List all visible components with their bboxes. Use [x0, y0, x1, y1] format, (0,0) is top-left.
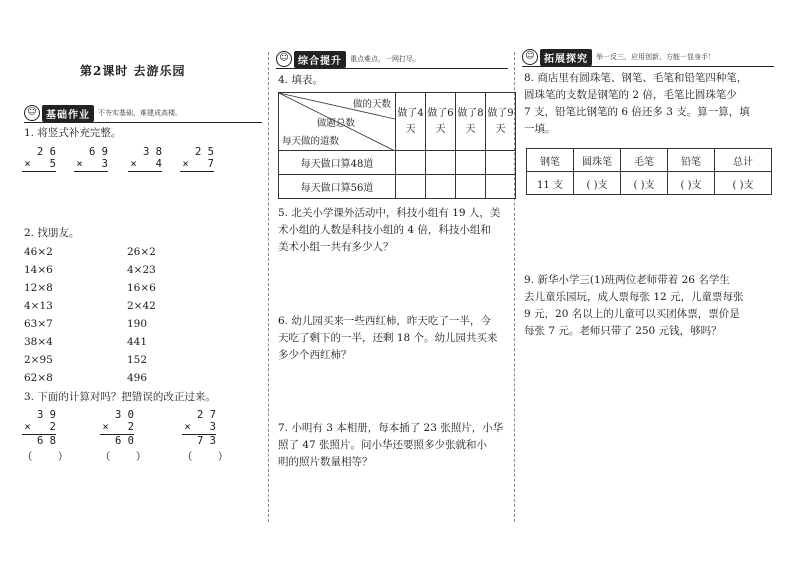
section-advance-label: 综合提升 — [294, 51, 346, 68]
column-divider-left — [268, 52, 269, 522]
section-basic-label: 基础作业 — [42, 105, 94, 122]
section-advance-rule — [276, 68, 508, 69]
q5-text: 5. 北关小学课外活动中，科技小组有 19 人，美 术小组的人数是科技小组的 4 倍，科技小组和 美术小组一共有多少人？ — [278, 207, 501, 253]
q2-right-item: 4×23 — [127, 264, 156, 276]
q8-header: 铅笔 — [668, 149, 715, 172]
q8-table — [526, 148, 772, 195]
q1-calcs — [22, 146, 232, 176]
q2-left-item: 46×2 — [24, 246, 53, 258]
q2-right-item: 190 — [127, 318, 148, 330]
page-title: 第2课时 去游乐园 — [80, 64, 186, 78]
q3-calc-3: 2 7 × 3 7 3 （ ） — [182, 409, 229, 463]
q7-text: 7. 小明有 3 本相册，每本插了 23 张照片，小华 照了 47 张照片。问小华还要照多少张就和小 明的照片数量相等？ — [278, 422, 504, 468]
q1-text: 1. 将竖式补充完整。 — [24, 127, 122, 139]
q4-header: 做了4天 — [396, 93, 426, 151]
mascot-icon: ☺ — [24, 105, 40, 121]
q1-calc-4: 2 5 × 7 — [180, 146, 214, 172]
section-explore-rule — [522, 66, 774, 67]
q4-header: 做了8天 — [456, 93, 486, 151]
q4-row-label: 每天做口算48道 — [279, 151, 396, 175]
q8-answer-blank[interactable]: ( )支 — [668, 172, 715, 195]
q2-left-item: 38×4 — [24, 336, 53, 348]
section-explore-note: 举一反三，应用创新，方能一显身手！ — [596, 53, 715, 61]
q3-calcs — [22, 409, 252, 469]
q8-answer-blank[interactable]: ( )支 — [574, 172, 621, 195]
section-basic-rule — [24, 122, 262, 123]
q2-text: 2. 找朋友。 — [24, 227, 80, 239]
section-advance-note: 重点难点，一网打尽。 — [350, 55, 420, 63]
q2-right-item: 152 — [127, 354, 148, 366]
q2-left-item: 12×8 — [24, 282, 53, 294]
q4-header: 做了6天 — [426, 93, 456, 151]
q8-header: 毛笔 — [621, 149, 668, 172]
q2-right-item: 26×2 — [127, 246, 156, 258]
q2-right-list — [127, 243, 156, 387]
q8-value: 11 支 — [527, 172, 574, 195]
section-explore-header — [522, 49, 774, 65]
q8-header: 钢笔 — [527, 149, 574, 172]
q4-answer-cell[interactable] — [456, 175, 486, 199]
q4-table — [278, 92, 516, 199]
q8-header: 圆珠笔 — [574, 149, 621, 172]
q4-corner-days: 做的天数 — [352, 99, 391, 110]
q2-right-item: 496 — [127, 372, 148, 384]
q4-corner-cell — [279, 93, 396, 151]
q4-answer-cell[interactable] — [486, 151, 516, 175]
q2-right-item: 441 — [127, 336, 148, 348]
q3-answer-blank[interactable]: （ ） — [100, 451, 147, 463]
q4-corner-total: 做题总数 — [317, 118, 356, 129]
q1-calc-1: 2 6 × 5 — [22, 146, 56, 172]
q3-calc-1: 3 9 × 2 6 8 （ ） — [22, 409, 69, 463]
q4-answer-cell[interactable] — [456, 151, 486, 175]
q4-text: 4. 填表。 — [278, 74, 323, 86]
q4-answer-cell[interactable] — [426, 151, 456, 175]
q6-text: 6. 幼儿园买来一些西红柿，昨天吃了一半，今 天吃了剩下的一半，还剩 18 个。幼儿园共买来 多少个西红柿？ — [278, 315, 498, 361]
q2-left-item: 62×8 — [24, 372, 53, 384]
q3-answer-blank[interactable]: （ ） — [22, 451, 69, 463]
q2-left-item: 4×13 — [24, 300, 53, 312]
section-advance-header — [276, 51, 508, 67]
q8-answer-blank[interactable]: ( )支 — [621, 172, 668, 195]
section-basic-header — [24, 105, 262, 121]
q4-answer-cell[interactable] — [396, 151, 426, 175]
section-basic-note: 不夯实基础，难建成高楼。 — [98, 109, 182, 117]
q1-calc-3: 3 8 × 4 — [128, 146, 162, 172]
q4-answer-cell[interactable] — [486, 175, 516, 199]
q4-corner-perday: 每天做的道数 — [282, 136, 340, 147]
q3-text: 3. 下面的计算对吗？把错误的改正过来。 — [24, 391, 216, 403]
q4-row-label: 每天做口算56道 — [279, 175, 396, 199]
q8-text: 8. 商店里有圆珠笔、钢笔、毛笔和铅笔四种笔， 圆珠笔的支数是钢笔的 2 倍，毛笔比圆珠笔少 7 支，铅笔比钢笔的 6 倍还多 3 支。算一算，填 一填。 — [524, 72, 750, 135]
section-explore-label: 拓展探究 — [540, 49, 592, 66]
q3-calc-2: 3 0 × 2 6 0 （ ） — [100, 409, 147, 463]
q4-header: 做了9天 — [486, 93, 516, 151]
q2-left-item: 14×6 — [24, 264, 53, 276]
q8-header: 总计 — [715, 149, 772, 172]
q4-answer-cell[interactable] — [426, 175, 456, 199]
q2-right-item: 16×6 — [127, 282, 156, 294]
q8-answer-blank[interactable]: ( )支 — [715, 172, 772, 195]
q4-answer-cell[interactable] — [396, 175, 426, 199]
q2-right-item: 2×42 — [127, 300, 156, 312]
q2-left-item: 2×95 — [24, 354, 53, 366]
mascot-icon: ☺ — [276, 51, 292, 67]
mascot-icon: ☺ — [522, 49, 538, 65]
q2-left-item: 63×7 — [24, 318, 53, 330]
q2-left-list — [24, 243, 53, 387]
q3-answer-blank[interactable]: （ ） — [182, 451, 229, 463]
q9-text: 9. 新华小学三(1)班两位老师带着 26 名学生 去儿童乐园玩，成人票每张 12 元，儿童票每张 9 元，20 名以上的儿童可以买团体票，票价是 每张 7 元。老师只带了 250 元钱，够吗？ — [524, 274, 744, 337]
q1-calc-2: 6 9 × 3 — [74, 146, 108, 172]
